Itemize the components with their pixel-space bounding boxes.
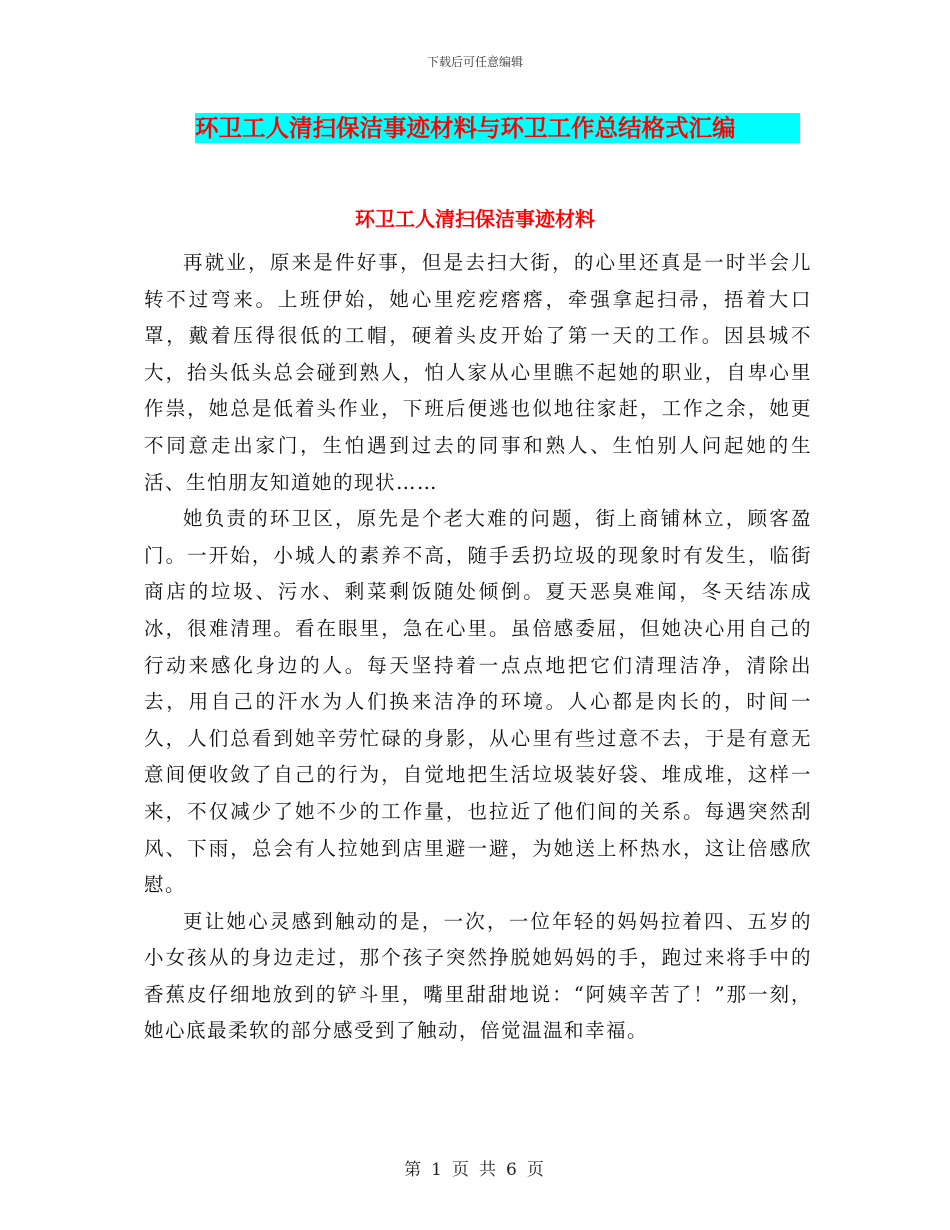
paragraph: 她负责的环卫区，原先是个老大难的问题，街上商铺林立，顾客盈门。一开始，小城人的素养不高，随手丢扔垃圾的现象时有发生，临街商店的垃圾、污水、剩菜剩饭随处倾倒。夏天恶臭难闻，冬天结冻成冰，很难清理。看在眼里，急在心里。虽倍感委屈，但她决心用自己的行动来感化身边的人。每天坚持着一点点地把它们清理洁净，清除出去，用自己的汗水为人们换来洁净的环境。人心都是肉长的，时间一久，人们总看到她辛劳忙碌的身影，从心里有些过意不去，于是有意无意间便收敛了自己的行为，自觉地把生活垃圾装好袋、堆成堆，这样一来，不仅减少了她不少的工作量，也拉近了他们间的关系。每遇突然刮风、下雨，总会有人拉她到店里避一避，为她送上杯热水，这让倍感欣慰。 (144, 507, 812, 897)
total-prefix: 共 (479, 1160, 498, 1180)
total-suffix: 页 (526, 1160, 546, 1180)
total-page-count: 6 (506, 1160, 519, 1180)
paragraph: 再就业，原来是件好事，但是去扫大街，的心里还真是一时半会儿转不过弯来。上班伊始，她心里疙疙瘩瘩，牵强拿起扫帚，捂着大口罩，戴着压得很低的工帽，硬着头皮开始了第一天的工作。因县城不大，抬头低头总会碰到熟人，怕人家从心里瞧不起她的职业，自卑心里作祟，她总是低着头作业，下班后便逃也似地往家赶，工作之余，她更不同意走出家门，生怕遇到过去的同事和熟人、生怕别人问起她的生活、生怕朋友知道她的现状…… (144, 251, 812, 494)
document-title: 环卫工人清扫保洁事迹材料与环卫工作总结格式汇编 (195, 113, 800, 143)
section-title: 环卫工人清扫保洁事迹材料 (355, 207, 595, 231)
header-note: 下载后可任意编辑 (426, 55, 523, 69)
current-page-number: 1 (431, 1160, 444, 1180)
page-word: 页 (452, 1160, 471, 1180)
paragraph: 更让她心灵感到触动的是，一次，一位年轻的妈妈拉着四、五岁的小女孩从的身边走过，那个孩子突然挣脱她妈妈的手，跑过来将手中的香蕉皮仔细地放到的铲斗里，嘴里甜甜地说：“阿姨辛苦了！”那一刻，她心底最柔软的部分感受到了触动，倍觉温温和幸福。 (144, 909, 812, 1043)
page-footer (0, 1155, 950, 1180)
page-prefix: 第 (404, 1160, 424, 1180)
document-body (144, 245, 812, 1050)
